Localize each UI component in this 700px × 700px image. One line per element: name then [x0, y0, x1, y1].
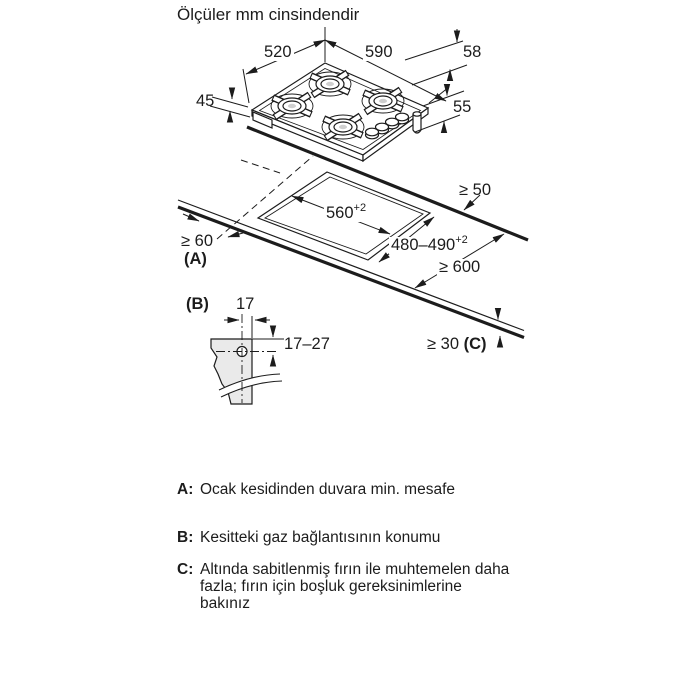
note-c: [177, 561, 510, 612]
dim-min30-label: ≥ 30 (C): [427, 335, 487, 353]
dim-cutout-depth-label: $480-490^{+2}$: [391, 233, 468, 254]
dim-17-27-label: 17–27: [284, 335, 330, 353]
dim-45-label: 45: [196, 92, 215, 110]
tolerance-superscript: +2: [353, 201, 367, 214]
note-c-text: Altında sabitlenmiş fırın ile muhtemelen daha fazla; fırın için boşluk gereksinimlerine bakınız: [200, 561, 510, 612]
note-a-text: Ocak kesidinden duvara min. mesafe: [200, 481, 456, 498]
dim-min60-label: ≥ 60: [181, 232, 213, 250]
dim-590-label: 590: [365, 43, 393, 61]
note-c-key: C:: [177, 561, 194, 578]
dim-55-label: 55: [453, 98, 472, 116]
label-b: (B): [186, 295, 209, 313]
tolerance-superscript: +2: [455, 233, 468, 246]
dim-58-label: 58: [463, 43, 482, 61]
dim-17-label: 17: [236, 295, 255, 313]
note-b: [177, 529, 510, 546]
note-a: [177, 481, 510, 498]
note-b-text: Kesitteki gaz bağlantısının konumu: [200, 529, 441, 546]
note-b-key: B:: [177, 529, 194, 546]
dim-cutout-width-label: $560^{+2}$: [326, 201, 367, 222]
dim-min600-label: ≥ 600: [439, 258, 481, 276]
gas-connection-detail: [211, 314, 284, 404]
dim-520-label: 520: [264, 43, 292, 61]
note-a-key: A:: [177, 481, 194, 498]
page-title: Ölçüler mm cinsindendir: [177, 5, 360, 24]
label-a: (A): [184, 250, 207, 268]
dim-min50-label: ≥ 50: [459, 181, 491, 199]
label-c: (C): [463, 335, 487, 353]
